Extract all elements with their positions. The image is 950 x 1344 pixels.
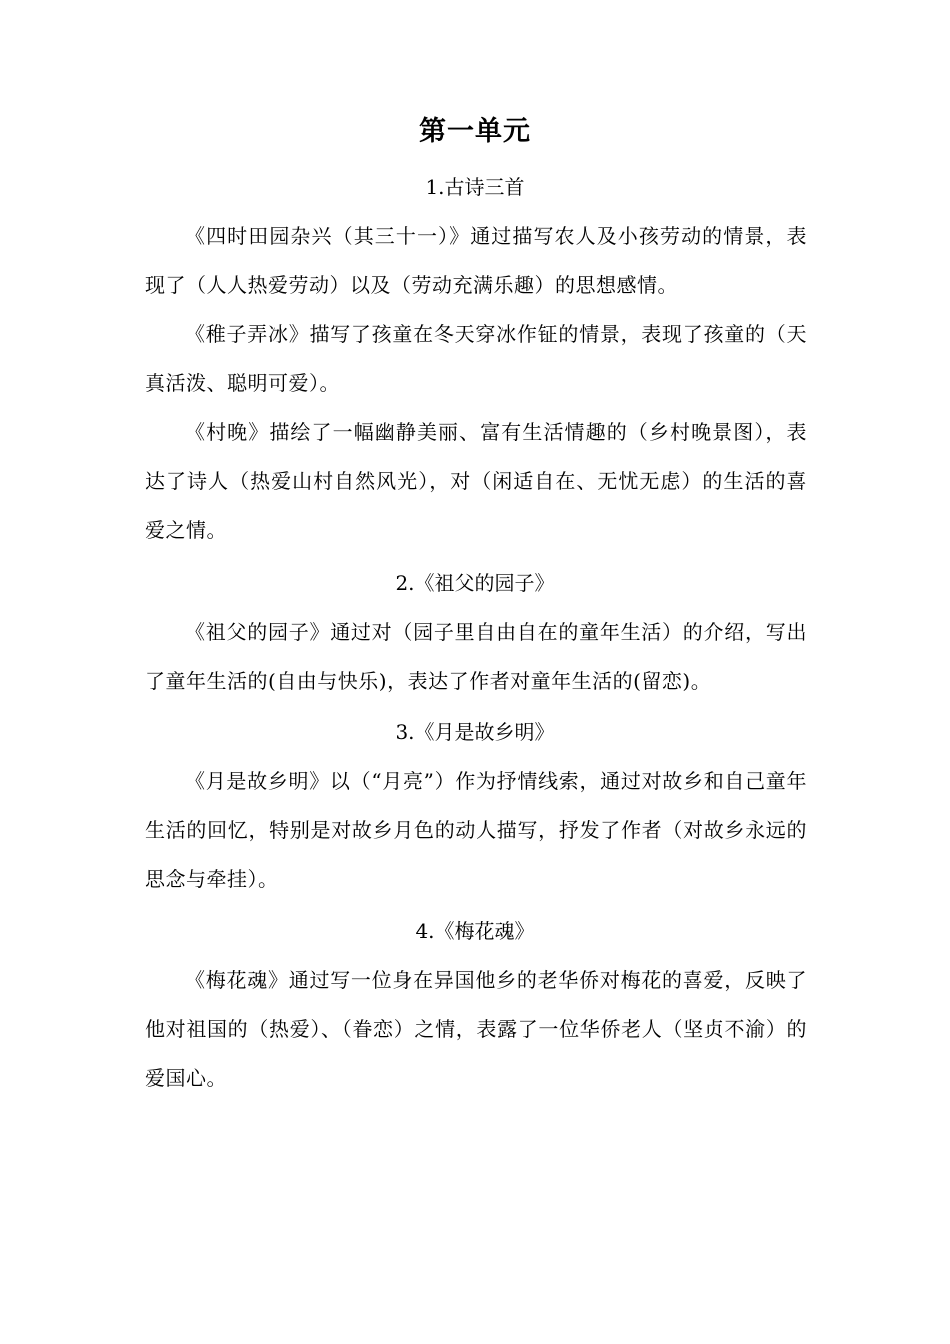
section-heading-3: 3.《月是故乡明》 [395, 720, 555, 744]
unit-title: 第一单元 [419, 116, 531, 147]
paragraph-2-1: 《祖父的园子》通过对（园子里自由自在的童年生活）的介绍，写出了童年生活的(自由与快乐)，表达了作者对童年生活的(留恋)。 [145, 620, 807, 693]
section-heading-2: 2.《祖父的园子》 [395, 571, 555, 595]
paragraph-1-1: 《四时田园杂兴（其三十一）》通过描写农人及小孩劳动的情景，表现了（人人热爱劳动）以及（劳动充满乐趣）的思想感情。 [145, 224, 807, 297]
paragraph-1-3: 《村晚》描绘了一幅幽静美丽、富有生活情趣的（乡村晚景图），表达了诗人（热爱山村自然风光），对（闲适自在、无忧无虑）的生活的喜爱之情。 [145, 420, 807, 542]
paragraph-1-2: 《稚子弄冰》描写了孩童在冬天穿冰作钲的情景，表现了孩童的（天真活泼、聪明可爱）。 [145, 322, 807, 395]
section-heading-4: 4.《梅花魂》 [415, 919, 535, 943]
paragraph-3-1: 《月是故乡明》以（“月亮”）作为抒情线索，通过对故乡和自己童年生活的回忆，特别是对故乡月色的动人描写，抒发了作者（对故乡永远的思念与牵挂）。 [145, 769, 807, 891]
section-heading-1: 1.古诗三首 [425, 175, 525, 199]
paragraph-4-1: 《梅花魂》通过写一位身在异国他乡的老华侨对梅花的喜爱，反映了他对祖国的（热爱）、（眷恋）之情，表露了一位华侨老人（坚贞不渝）的爱国心。 [145, 968, 807, 1090]
